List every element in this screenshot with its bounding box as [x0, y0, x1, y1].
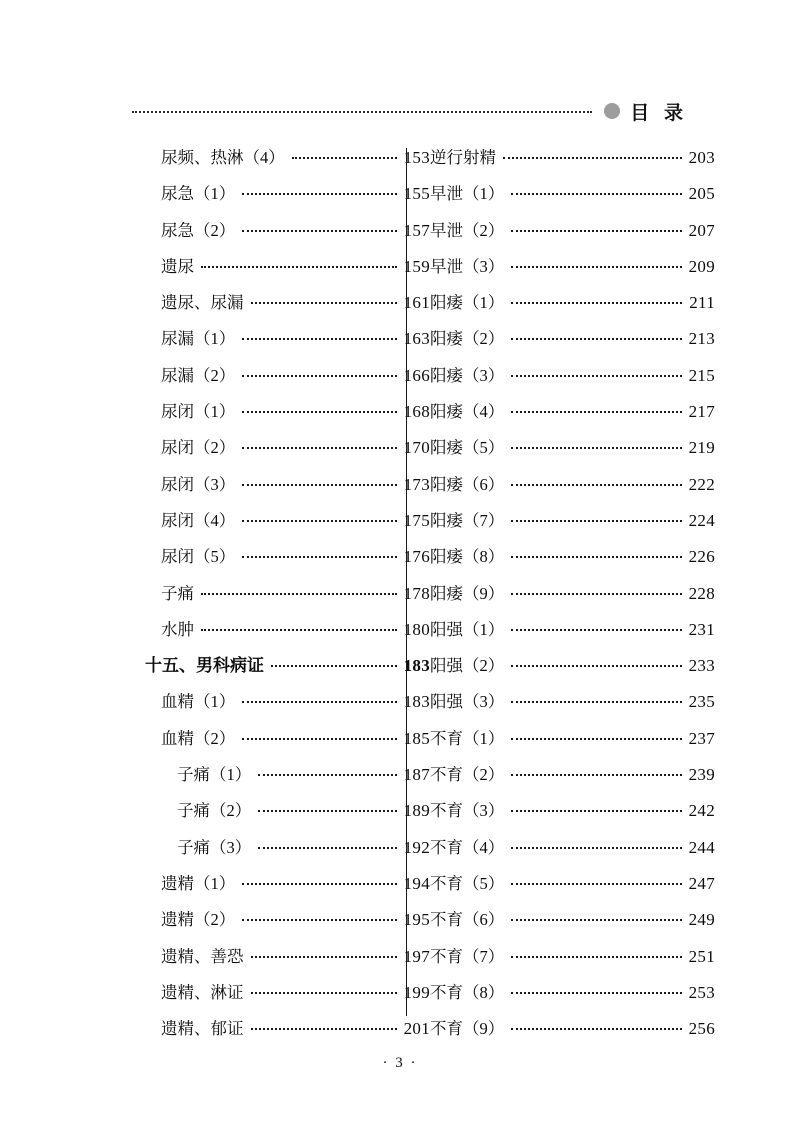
toc-entry-page-number: 239	[688, 765, 715, 785]
toc-entry[interactable]	[145, 793, 430, 829]
toc-entry[interactable]	[145, 939, 430, 975]
toc-entry-label: 阳痿（8）	[430, 547, 505, 567]
toc-entry-label: 子痛（3）	[177, 837, 252, 857]
toc-entry-label: 阳痿（9）	[430, 583, 505, 603]
toc-entry[interactable]	[145, 902, 430, 938]
toc-entry-label: 尿漏（2）	[161, 365, 236, 385]
toc-entry-page-number: 247	[688, 873, 715, 893]
toc-entry[interactable]	[430, 793, 715, 829]
page-header	[132, 96, 688, 126]
toc-entry-label: 遗精、淋证	[161, 982, 244, 1002]
toc-entry-page-number: 201	[403, 1019, 430, 1039]
toc-entry-page-number: 219	[688, 438, 715, 458]
toc-section-entry[interactable]	[145, 648, 430, 684]
toc-entry[interactable]	[145, 213, 430, 249]
toc-entry-label: 尿闭（3）	[161, 474, 236, 494]
toc-leader-dots	[511, 992, 681, 994]
toc-entry-page-number: 242	[688, 801, 715, 821]
toc-entry[interactable]	[430, 539, 715, 575]
toc-entry[interactable]	[430, 394, 715, 430]
toc-entry-page-number: 209	[688, 256, 715, 276]
toc-entry-label: 尿频、热淋（4）	[161, 148, 285, 167]
toc-entry-label: 阳痿（3）	[430, 365, 505, 385]
toc-leader-dots	[251, 1028, 397, 1030]
toc-entry-label: 尿闭（2）	[161, 438, 236, 458]
toc-leader-dots	[242, 193, 396, 195]
toc-leader-dots	[511, 919, 681, 921]
toc-entry-page-number: 237	[688, 728, 715, 748]
toc-entry-page-number: 183	[403, 656, 430, 676]
toc-entry[interactable]	[430, 612, 715, 648]
toc-columns	[100, 140, 715, 1039]
toc-entry[interactable]	[430, 430, 715, 466]
toc-entry-label: 尿闭（1）	[161, 402, 236, 422]
toc-entry-label: 阳痿（2）	[430, 329, 505, 349]
page-number: · 3 ·	[382, 1055, 418, 1071]
toc-entry-page-number: 231	[688, 619, 715, 639]
toc-leader-dots	[511, 556, 681, 558]
toc-leader-dots	[511, 193, 681, 195]
toc-entry-label: 子痛	[161, 583, 194, 603]
toc-leader-dots	[258, 774, 396, 776]
toc-entry-page-number: 194	[403, 873, 430, 893]
toc-entry-label: 遗精、善恐	[161, 946, 244, 966]
toc-entry-page-number: 207	[688, 220, 715, 240]
toc-entry[interactable]	[430, 757, 715, 793]
toc-entry[interactable]	[145, 285, 430, 321]
toc-entry-page-number: 166	[403, 365, 430, 385]
toc-entry[interactable]	[145, 1011, 430, 1047]
toc-entry-label: 早泄（3）	[430, 256, 505, 276]
toc-entry-page-number: 197	[403, 946, 430, 966]
toc-entry-page-number: 187	[403, 765, 430, 785]
toc-leader-dots	[292, 157, 397, 159]
toc-entry-page-number: 251	[688, 946, 715, 966]
toc-entry[interactable]	[145, 612, 430, 648]
toc-entry[interactable]	[430, 648, 715, 684]
toc-entry-label: 不育（1）	[430, 728, 505, 748]
toc-leader-dots	[511, 302, 682, 304]
toc-leader-dots	[511, 665, 681, 667]
toc-entry-page-number: 203	[688, 148, 715, 167]
toc-leader-dots	[511, 447, 681, 449]
toc-leader-dots	[511, 266, 681, 268]
toc-leader-dots	[242, 883, 396, 885]
toc-entry[interactable]	[145, 866, 430, 902]
toc-entry-page-number: 183	[403, 692, 430, 712]
toc-entry-label: 阳痿（1）	[430, 293, 505, 313]
toc-entry-page-number: 168	[403, 402, 430, 422]
toc-entry[interactable]	[145, 176, 430, 212]
toc-leader-dots	[242, 375, 396, 377]
toc-entry-label: 遗尿、尿漏	[161, 293, 244, 313]
toc-leader-dots	[242, 411, 396, 413]
toc-leader-dots	[511, 593, 681, 595]
toc-entry[interactable]	[430, 358, 715, 394]
toc-leader-dots	[511, 338, 681, 340]
toc-entry[interactable]	[430, 213, 715, 249]
toc-entry[interactable]	[145, 975, 430, 1011]
toc-entry[interactable]	[145, 684, 430, 720]
toc-entry-label: 水肿	[161, 619, 194, 639]
toc-entry[interactable]	[430, 830, 715, 866]
toc-entry-page-number: 178	[403, 583, 430, 603]
toc-entry-page-number: 157	[403, 220, 430, 240]
toc-entry-label: 尿急（2）	[161, 220, 236, 240]
toc-entry[interactable]	[430, 684, 715, 720]
toc-entry-label: 不育（4）	[430, 837, 505, 857]
toc-leader-dots	[511, 411, 681, 413]
toc-entry-label: 十五、男科病证	[145, 656, 264, 676]
toc-entry[interactable]	[430, 176, 715, 212]
toc-leader-dots	[511, 738, 681, 740]
toc-entry[interactable]	[145, 830, 430, 866]
toc-leader-dots	[201, 593, 397, 595]
toc-entry-label: 阳强（2）	[430, 656, 505, 676]
toc-entry-page-number: 176	[403, 547, 430, 567]
toc-leader-dots	[251, 992, 397, 994]
toc-leader-dots	[242, 447, 396, 449]
toc-entry-page-number: 185	[403, 728, 430, 748]
toc-entry-label: 尿急（1）	[161, 184, 236, 204]
toc-entry[interactable]	[145, 358, 430, 394]
toc-entry-label: 遗精、郁证	[161, 1019, 244, 1039]
toc-entry-label: 遗精（2）	[161, 910, 236, 930]
toc-entry-page-number: 249	[688, 910, 715, 930]
toc-entry-page-number: 253	[688, 982, 715, 1002]
toc-entry-label: 尿闭（5）	[161, 547, 236, 567]
toc-entry-label: 阳痿（6）	[430, 474, 505, 494]
toc-entry-label: 阳痿（4）	[430, 402, 505, 422]
toc-entry-page-number: 215	[688, 365, 715, 385]
toc-entry-label: 血精（1）	[161, 692, 236, 712]
bullet-dot-icon	[604, 103, 620, 119]
toc-leader-dots	[242, 338, 396, 340]
toc-leader-dots	[511, 520, 681, 522]
toc-entry-page-number: 161	[403, 293, 430, 313]
toc-leader-dots	[511, 230, 681, 232]
toc-entry[interactable]	[430, 902, 715, 938]
toc-leader-dots	[503, 157, 682, 159]
toc-entry-label: 不育（8）	[430, 982, 505, 1002]
toc-leader-dots	[511, 629, 681, 631]
toc-entry-page-number: 228	[688, 583, 715, 603]
toc-entry-label: 阳痿（7）	[430, 510, 505, 530]
toc-entry[interactable]	[145, 321, 430, 357]
toc-entry-page-number: 222	[688, 474, 715, 494]
toc-leader-dots	[251, 956, 397, 958]
toc-entry-page-number: 173	[403, 474, 430, 494]
toc-entry-page-number: 235	[688, 692, 715, 712]
toc-entry[interactable]	[430, 503, 715, 539]
toc-entry-page-number: 205	[688, 184, 715, 204]
toc-entry[interactable]	[430, 285, 715, 321]
toc-entry-page-number: 211	[689, 293, 715, 313]
toc-leader-dots	[242, 701, 396, 703]
toc-leader-dots	[242, 230, 396, 232]
toc-entry[interactable]	[430, 321, 715, 357]
toc-entry-page-number: 226	[688, 547, 715, 567]
toc-entry[interactable]	[430, 249, 715, 285]
toc-entry[interactable]	[430, 866, 715, 902]
toc-entry-page-number: 163	[403, 329, 430, 349]
toc-leader-dots	[242, 556, 396, 558]
toc-entry-page-number: 189	[403, 801, 430, 821]
toc-entry[interactable]	[145, 576, 430, 612]
toc-entry-page-number: 153	[403, 148, 430, 167]
toc-leader-dots	[242, 520, 396, 522]
toc-entry[interactable]	[430, 1011, 715, 1047]
toc-leader-dots	[251, 302, 397, 304]
toc-entry-page-number: 199	[403, 982, 430, 1002]
toc-leader-dots	[242, 484, 396, 486]
toc-entry-page-number: 213	[688, 329, 715, 349]
toc-leader-dots	[511, 883, 681, 885]
toc-entry-page-number: 224	[688, 510, 715, 530]
header-dotted-rule	[132, 111, 592, 113]
toc-entry-page-number: 244	[688, 837, 715, 857]
toc-leader-dots	[511, 774, 681, 776]
toc-entry[interactable]	[145, 721, 430, 757]
toc-entry-label: 早泄（2）	[430, 220, 505, 240]
toc-entry-page-number: 233	[688, 656, 715, 676]
toc-leader-dots	[258, 810, 396, 812]
toc-entry[interactable]	[145, 503, 430, 539]
toc-entry[interactable]	[145, 467, 430, 503]
toc-entry-label: 早泄（1）	[430, 184, 505, 204]
toc-leader-dots	[242, 738, 396, 740]
toc-entry-label: 不育（2）	[430, 765, 505, 785]
toc-leader-dots	[511, 701, 681, 703]
toc-column-right	[430, 140, 715, 1047]
toc-entry[interactable]	[145, 757, 430, 793]
toc-entry-label: 阳痿（5）	[430, 438, 505, 458]
toc-entry-label: 遗精（1）	[161, 873, 236, 893]
toc-leader-dots	[271, 665, 397, 667]
toc-entry-label: 阳强（1）	[430, 619, 505, 639]
toc-entry-label: 血精（2）	[161, 728, 236, 748]
toc-entry[interactable]	[145, 249, 430, 285]
toc-entry-label: 不育（5）	[430, 873, 505, 893]
toc-entry-label: 尿漏（1）	[161, 329, 236, 349]
toc-entry-label: 不育（9）	[430, 1019, 505, 1039]
toc-entry-page-number: 175	[403, 510, 430, 530]
toc-entry-page-number: 217	[688, 402, 715, 422]
toc-leader-dots	[511, 810, 681, 812]
toc-leader-dots	[511, 1028, 681, 1030]
toc-leader-dots	[511, 847, 681, 849]
toc-leader-dots	[258, 847, 396, 849]
toc-entry-label: 尿闭（4）	[161, 510, 236, 530]
toc-entry[interactable]	[145, 140, 430, 176]
toc-entry[interactable]	[430, 975, 715, 1011]
toc-entry-label: 遗尿	[161, 256, 194, 276]
toc-entry[interactable]	[430, 467, 715, 503]
toc-entry[interactable]	[145, 394, 430, 430]
toc-entry-page-number: 192	[403, 837, 430, 857]
toc-entry[interactable]	[430, 939, 715, 975]
toc-entry-label: 阳强（3）	[430, 692, 505, 712]
toc-entry-page-number: 170	[403, 438, 430, 458]
toc-leader-dots	[511, 484, 681, 486]
toc-leader-dots	[242, 919, 396, 921]
toc-entry-page-number: 195	[403, 910, 430, 930]
toc-entry-label: 子痛（2）	[177, 801, 252, 821]
toc-entry[interactable]	[430, 576, 715, 612]
toc-entry-label: 不育（3）	[430, 801, 505, 821]
toc-entry-page-number: 159	[403, 256, 430, 276]
toc-leader-dots	[201, 629, 397, 631]
toc-entry-label: 逆行射精	[430, 148, 496, 167]
toc-leader-dots	[201, 266, 397, 268]
toc-leader-dots	[511, 956, 681, 958]
toc-entry[interactable]	[145, 430, 430, 466]
toc-leader-dots	[511, 375, 681, 377]
page-title: 目 录	[630, 102, 688, 124]
toc-entry-label: 不育（7）	[430, 946, 505, 966]
toc-entry-page-number: 155	[403, 184, 430, 204]
toc-entry[interactable]	[145, 539, 430, 575]
toc-entry[interactable]	[430, 721, 715, 757]
toc-entry-label: 子痛（1）	[177, 765, 252, 785]
toc-entry-page-number: 180	[403, 619, 430, 639]
toc-entry-page-number: 256	[688, 1019, 715, 1039]
toc-entry[interactable]	[430, 140, 715, 176]
toc-column-left	[145, 140, 430, 1047]
toc-entry-label: 不育（6）	[430, 910, 505, 930]
